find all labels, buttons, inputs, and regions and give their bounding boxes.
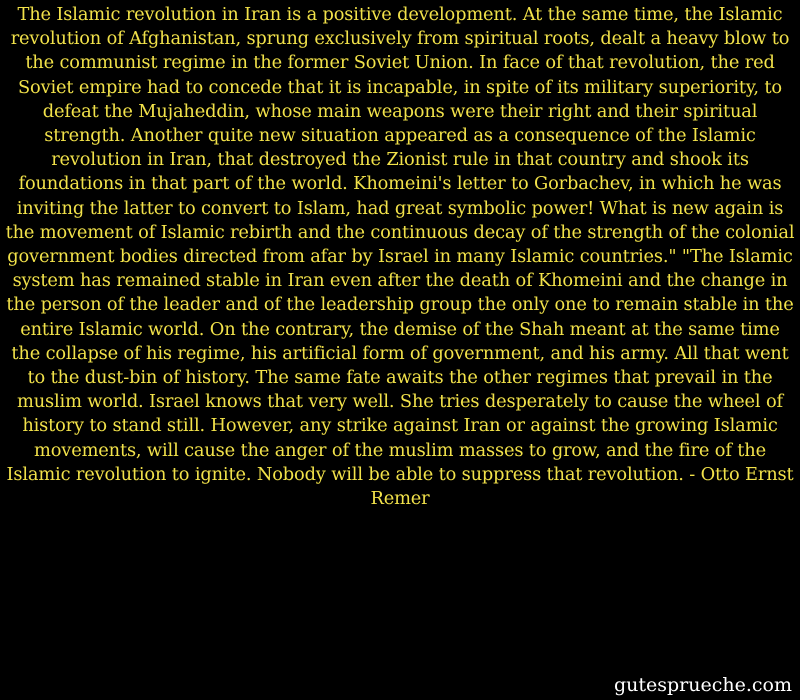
quote-text: The Islamic revolution in Iran is a positive development. At the same time, the Islamic revolution of Afghanistan, sprung exclusively from spiritual roots, dealt a heavy blow to the communist regime in the former Soviet Union. In face of that revolution, the red Soviet empire had to concede that it is incapable, in spite of its military superiority, to defeat the Mujaheddin, whose main weapons were their right and their spiritual strength. Another quite new situation appeared as a consequence of the Islamic revolution in Iran, that destroyed the Zionist rule in that country and shook its foundations in that part of the world. Khomeini's letter to Gorbachev, in which he was inviting the latter to convert to Islam, had great symbolic power! What is new again is the movement of Islamic rebirth and the continuous decay of the strength of the colonial government bodies directed from afar by Israel in many Islamic countries." "The Islamic system has remained stable in Iran even after the death of Khomeini and the change in the person of the leader and of the leadership group the only one to remain stable in the entire Islamic world. On the contrary, the demise of the Shah meant at the same time the collapse of his regime, his artificial form of government, and his army. All that went to the dust-bin of history. The same fate awaits the other regimes that prevail in the muslim world. Israel knows that very well. She tries desperately to cause the wheel of history to stand still. However, any strike against Iran or against the growing Islamic movements, will cause the anger of the muslim masses to grow, and the fire of the Islamic revolution to ignite. Nobody will be able to suppress that revolution. - Otto Ernst Remer [5,4,795,510]
watermark: gutesprueche.com [613,674,792,696]
